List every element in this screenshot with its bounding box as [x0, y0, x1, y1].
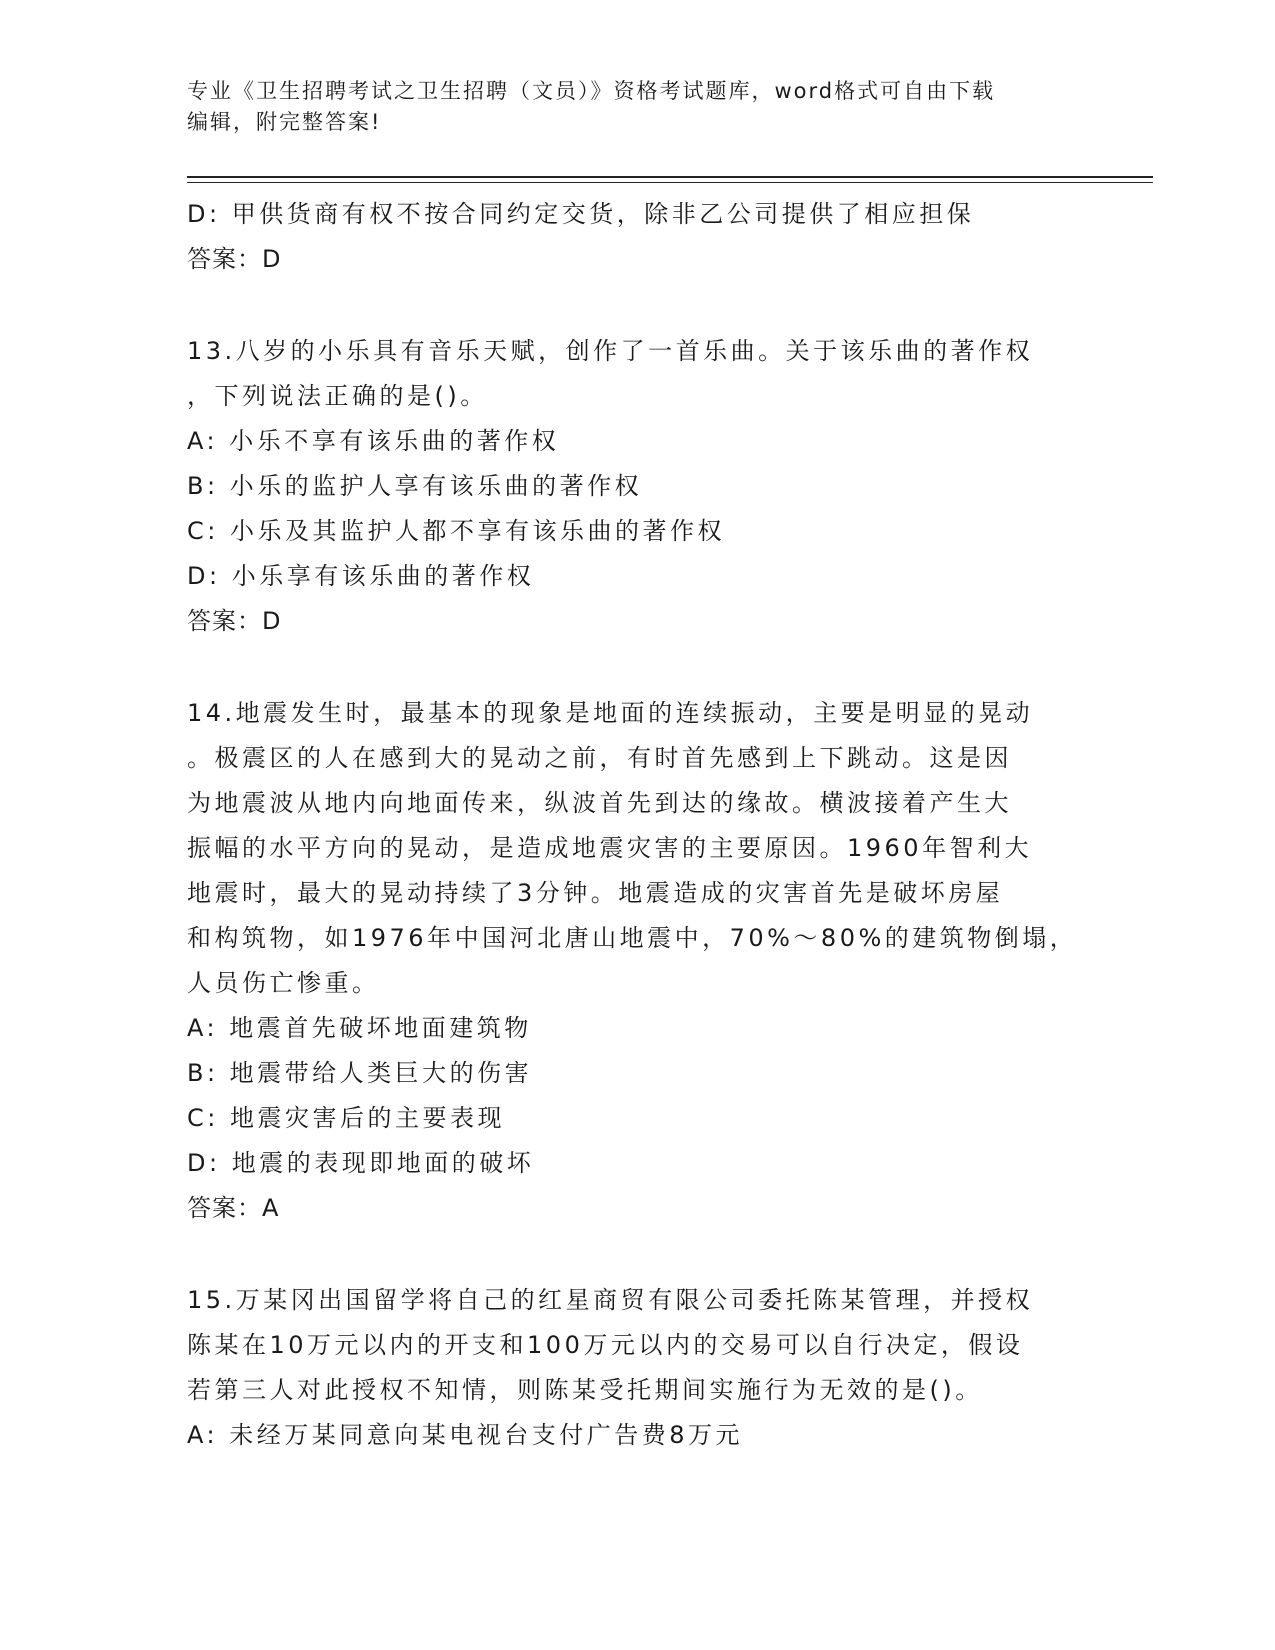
- question-list: [187, 192, 1077, 1458]
- q14-option-b: B: 地震带给人类巨大的伤害: [187, 1059, 533, 1087]
- header-line-1: 专业《卫生招聘考试之卫生招聘（文员）》资格考试题库，word格式可自由下载: [187, 79, 996, 103]
- question-15: [187, 1278, 1077, 1458]
- q14-stem-line: 地震时，最大的晃动持续了3分钟。地震造成的灾害首先是破坏房屋: [187, 879, 1004, 907]
- q13-stem-line: ，下列说法正确的是()。: [187, 382, 488, 410]
- document-header: [187, 76, 1067, 138]
- q14-option-d: D: 地震的表现即地面的破坏: [187, 1149, 535, 1177]
- question-13: [187, 329, 1077, 644]
- q14-stem-line: 为地震波从地内向地面传来，纵波首先到达的缘故。横波接着产生大: [187, 789, 1012, 817]
- q14-stem-line: 14.地震发生时，最基本的现象是地面的连续振动，主要是明显的晃动: [187, 699, 1034, 727]
- q14-option-c: C: 地震灾害后的主要表现: [187, 1104, 505, 1132]
- q13-option-d: D: 小乐享有该乐曲的著作权: [187, 562, 535, 590]
- question-14: [187, 691, 1077, 1231]
- question-12-tail: [187, 192, 1077, 282]
- q15-stem-line: 15.万某冈出国留学将自己的红星商贸有限公司委托陈某管理，并授权: [187, 1286, 1034, 1314]
- header-rule-thin: [187, 182, 1153, 183]
- q14-stem-line: 振幅的水平方向的晃动，是造成地震灾害的主要原因。1960年智利大: [187, 834, 1033, 862]
- q14-stem-line: 和构筑物，如1976年中国河北唐山地震中，70%～80%的建筑物倒塌，: [187, 924, 1078, 952]
- q13-answer: 答案：D: [187, 607, 282, 635]
- header-rule-thick: [187, 176, 1153, 178]
- q14-option-a: A: 地震首先破坏地面建筑物: [187, 1014, 532, 1042]
- q15-stem-line: 若第三人对此授权不知情，则陈某受托期间实施行为无效的是()。: [187, 1376, 983, 1404]
- q13-option-a: A: 小乐不享有该乐曲的著作权: [187, 427, 560, 455]
- q12-option-d: D: 甲供货商有权不按合同约定交货，除非乙公司提供了相应担保: [187, 200, 975, 228]
- q13-option-c: C: 小乐及其监护人都不享有该乐曲的著作权: [187, 517, 725, 545]
- q15-option-a: A: 未经万某同意向某电视台支付广告费8万元: [187, 1421, 743, 1449]
- q14-answer: 答案：A: [187, 1194, 280, 1222]
- q14-stem-line: 人员伤亡惨重。: [187, 969, 380, 997]
- q15-stem-line: 陈某在10万元以内的开支和100万元以内的交易可以自行决定，假设: [187, 1331, 1024, 1359]
- header-line-2: 编辑，附完整答案!: [187, 110, 382, 134]
- q12-answer: 答案：D: [187, 245, 282, 273]
- q13-option-b: B: 小乐的监护人享有该乐曲的著作权: [187, 472, 643, 500]
- q14-stem-line: 。极震区的人在感到大的晃动之前，有时首先感到上下跳动。这是因: [187, 744, 1012, 772]
- q13-stem-line: 13.八岁的小乐具有音乐天赋，创作了一首乐曲。关于该乐曲的著作权: [187, 337, 1034, 365]
